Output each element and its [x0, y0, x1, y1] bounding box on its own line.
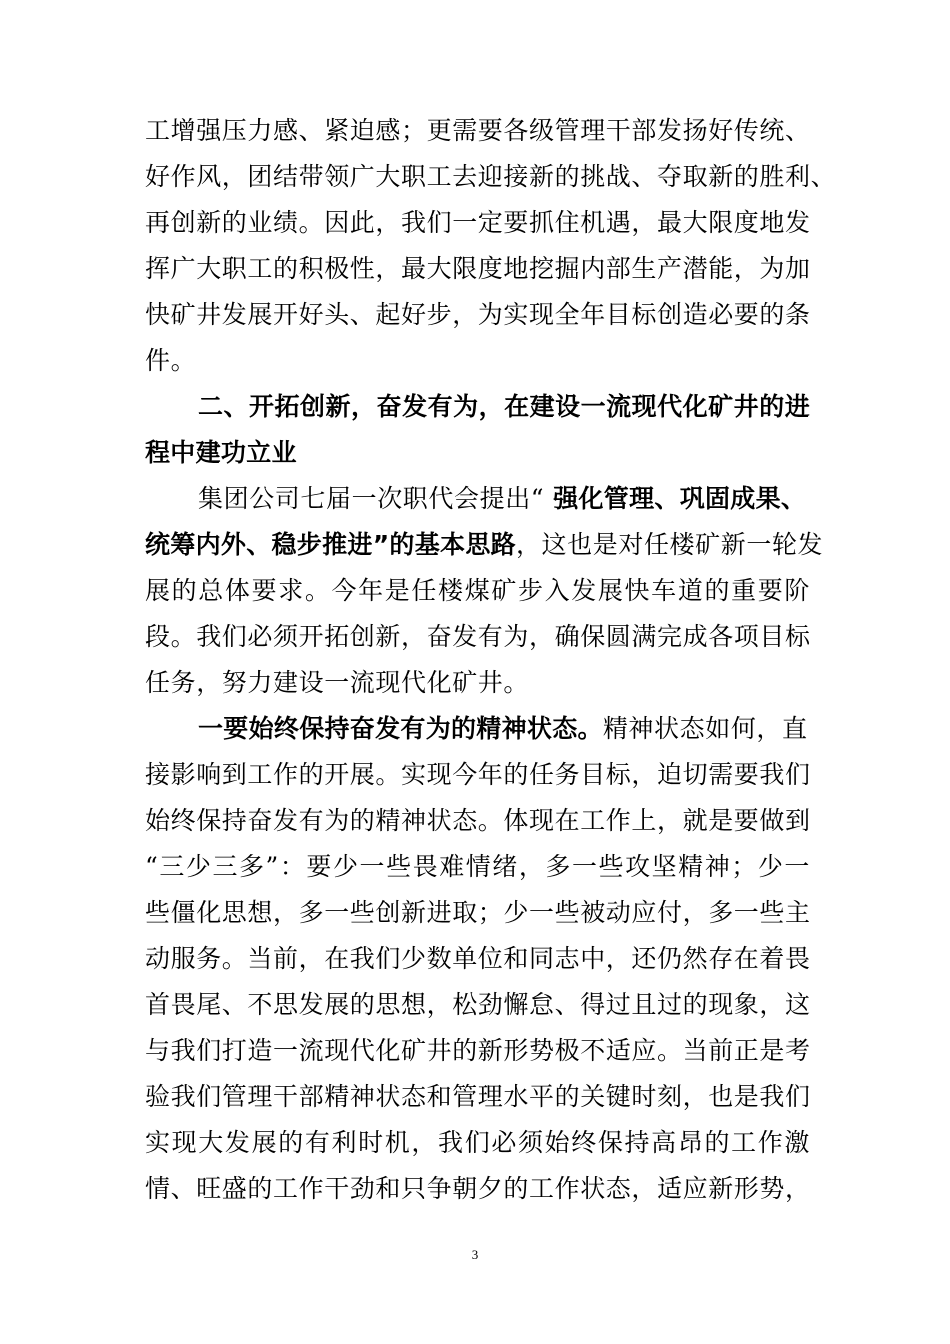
- body-text-line: 挥广大职工的积极性，最大限度地挖掘内部生产潜能，为加: [145, 254, 811, 283]
- body-text-line: [145, 522, 824, 568]
- body-text-line: 情、旺盛的工作干劲和只争朝夕的工作状态，适应新形势，: [145, 1174, 811, 1203]
- body-text-emphasis: 一要始终保持奋发有为的精神状态。: [198, 714, 603, 743]
- body-text-plain: 精神状态如何，直: [602, 714, 808, 743]
- page-number: 3: [471, 1247, 479, 1262]
- body-text-line: 动服务。当前，在我们少数单位和同志中，还仍然存在着畏: [145, 944, 811, 973]
- body-text-line: 接影响到工作的开展。实现今年的任务目标，迫切需要我们: [145, 760, 811, 789]
- body-text-line: [198, 706, 810, 752]
- body-text-line: 验我们管理干部精神状态和管理水平的关键时刻，也是我们: [145, 1082, 811, 1111]
- body-text-line: 快矿井发展开好头、起好步，为实现全年目标创造必要的条: [145, 300, 811, 329]
- section-heading-line: 程中建功立业: [145, 438, 297, 467]
- body-text-line: 任务，努力建设一流现代化矿井。: [145, 668, 530, 697]
- body-text-line: 再创新的业绩。因此，我们一定要抓住机遇，最大限度地发: [145, 208, 811, 237]
- body-text-line: 好作风，团结带领广大职工去迎接新的挑战、夺取新的胜利、: [145, 162, 837, 191]
- body-text-line: 与我们打造一流现代化矿井的新形势极不适应。当前正是考: [145, 1036, 811, 1065]
- body-text-line: 段。我们必须开拓创新，奋发有为，确保圆满完成各项目标: [145, 622, 811, 651]
- body-text-emphasis: 统筹内外、稳步推进”的基本思路: [145, 530, 516, 559]
- body-text-line: 工增强压力感、紧迫感；更需要各级管理干部发扬好传统、: [145, 116, 811, 145]
- body-text-line: 实现大发展的有利时机，我们必须始终保持高昂的工作激: [145, 1128, 810, 1157]
- section-heading-line: 二、开拓创新，奋发有为，在建设一流现代化矿井的进: [198, 392, 810, 421]
- body-text-emphasis: 强化管理、巩固成果、: [544, 484, 807, 513]
- body-text-line: 件。: [145, 346, 197, 375]
- body-text-line: 展的总体要求。今年是任楼煤矿步入发展快车道的重要阶: [145, 576, 810, 605]
- body-text-plain: ，这也是对任楼矿新一轮发: [515, 530, 824, 559]
- body-text-line: [198, 476, 810, 522]
- body-text-line: 些僵化思想，多一些创新进取；少一些被动应付，多一些主: [145, 898, 811, 927]
- body-text-line: 首畏尾、不思发展的思想，松劲懈怠、得过且过的现象，这: [145, 990, 811, 1019]
- body-text-plain: 集团公司七届一次职代会提出“: [198, 484, 545, 513]
- body-text-line: 始终保持奋发有为的精神状态。体现在工作上，就是要做到: [145, 806, 811, 835]
- body-text-line: “三少三多”：要少一些畏难情绪，多一些攻坚精神；少一: [145, 852, 810, 881]
